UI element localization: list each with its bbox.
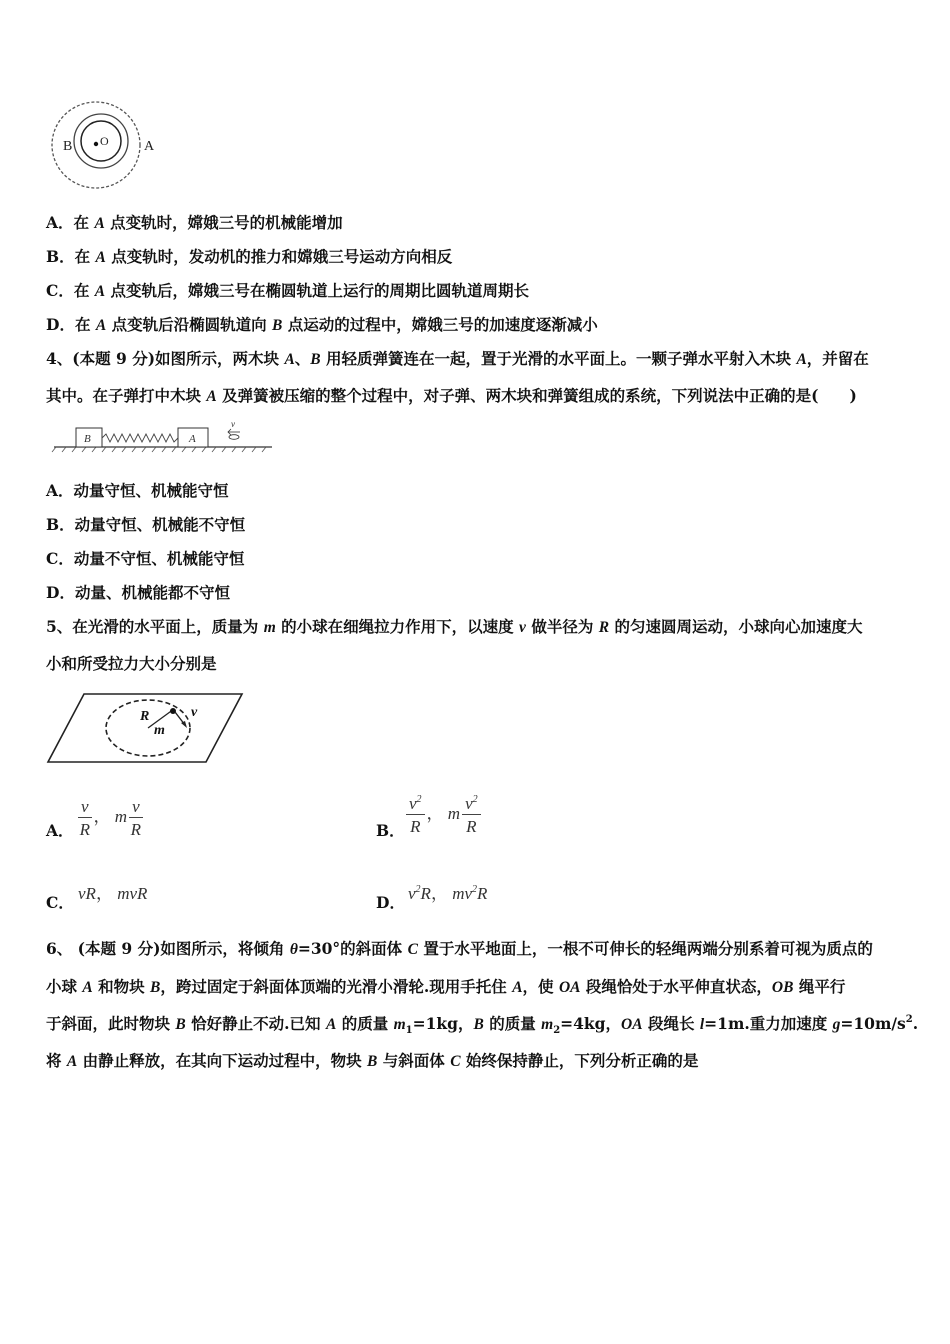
q3-option-d: D．在 A 点变轨后沿椭圆轨道向 B 点运动的过程中，嫦娥三号的加速度逐渐减小 — [46, 315, 598, 334]
orbit-label-o: O — [100, 134, 109, 148]
q4-question-line1: 4、(本题 9 分)如图所示，两木块 A、B 用轻质弹簧连在一起，置于光滑的水平面上。一颗子弹水平射入木块 A，并留在 — [46, 349, 869, 368]
q4-option-a: A．动量守恒、机械能守恒 — [46, 481, 229, 500]
mass-label: m — [154, 723, 165, 738]
q5-question-line2: 小和所受拉力大小分别是 — [46, 654, 217, 673]
q4-question-line2: 其中。在子弹打中木块 A 及弹簧被压缩的整个过程中，对子弹、两木块和弹簧组成的系统，下列说法中正确的是( ) — [46, 386, 857, 405]
spring-blocks-figure — [50, 418, 275, 454]
q6-question-line2: 小球 A 和物块 B，跨过固定于斜面体顶端的光滑小滑轮.现用手托住 A，使 OA 段绳恰处于水平伸直状态，OB 绳平行 — [46, 977, 846, 996]
q4-option-b: B．动量守恒、机械能不守恒 — [46, 515, 246, 534]
speed-label: v — [191, 705, 198, 720]
bullet — [229, 435, 239, 440]
q6-question-line4: 将 A 由静止释放，在其向下运动过程中，物块 B 与斜面体 C 始终保持静止，下列分析正确的是 — [46, 1051, 699, 1070]
q3-option-a: A．在 A 点变轨时，嫦娥三号的机械能增加 — [46, 213, 343, 232]
q3-option-b: B．在 A 点变轨时，发动机的推力和嫦娥三号运动方向相反 — [46, 247, 453, 266]
q5-option-b-letter: B． — [376, 821, 405, 840]
q4-option-c: C．动量不守恒、机械能守恒 — [46, 549, 245, 568]
q4-option-d: D．动量、机械能都不守恒 — [46, 583, 230, 602]
q5-question-line1: 5、在光滑的水平面上，质量为 m 的小球在细绳拉力作用下，以速度 v 做半径为 R 的匀速圆周运动，小球向心加速度大 — [46, 617, 863, 636]
q6-question-line1: 6、 (本题 9 分)如图所示，将倾角 θ=30°的斜面体 C 置于水平地面上，一根不可伸长的轻绳两端分别系着可视为质点的 — [46, 939, 873, 958]
q3-option-c: C．在 A 点变轨后，嫦娥三号在椭圆轨道上运行的周期比圆轨道周期长 — [46, 281, 529, 300]
radius-label: R — [140, 709, 150, 724]
q5-option-c-letter: C． — [46, 893, 74, 912]
orbit-figure — [50, 98, 160, 193]
orbit-label-b: B — [63, 139, 73, 154]
q5-option-b-expr: $\frac{v^2}{R}$ ， m $\frac{v^2}{R}$ — [404, 795, 483, 835]
q5-option-d-letter: D． — [376, 893, 405, 912]
circular-motion-figure — [46, 690, 246, 766]
q5-option-c-expr: vR， mvR — [78, 884, 148, 903]
block-a-label: A — [189, 433, 196, 445]
q5-option-a-letter: A． — [46, 821, 74, 840]
q5-option-a-expr: $\frac{v}{R}$ ， m $\frac{v}{R}$ — [79, 797, 142, 839]
q5-option-d-expr: $v^2R$， $mv^2R$ — [408, 884, 488, 903]
q6-question-line3: 于斜面，此时物块 B 恰好静止不动.已知 A 的质量 $m_1=1kg$，B 的质量 $m_2=4kg$，OA 段绳长 l=1m.重力加速度 $g=10m/s^2$. — [46, 1014, 919, 1037]
orbit-label-a: A — [144, 139, 155, 154]
bullet-velocity-label: v — [231, 419, 235, 429]
block-b-label: B — [84, 433, 91, 445]
